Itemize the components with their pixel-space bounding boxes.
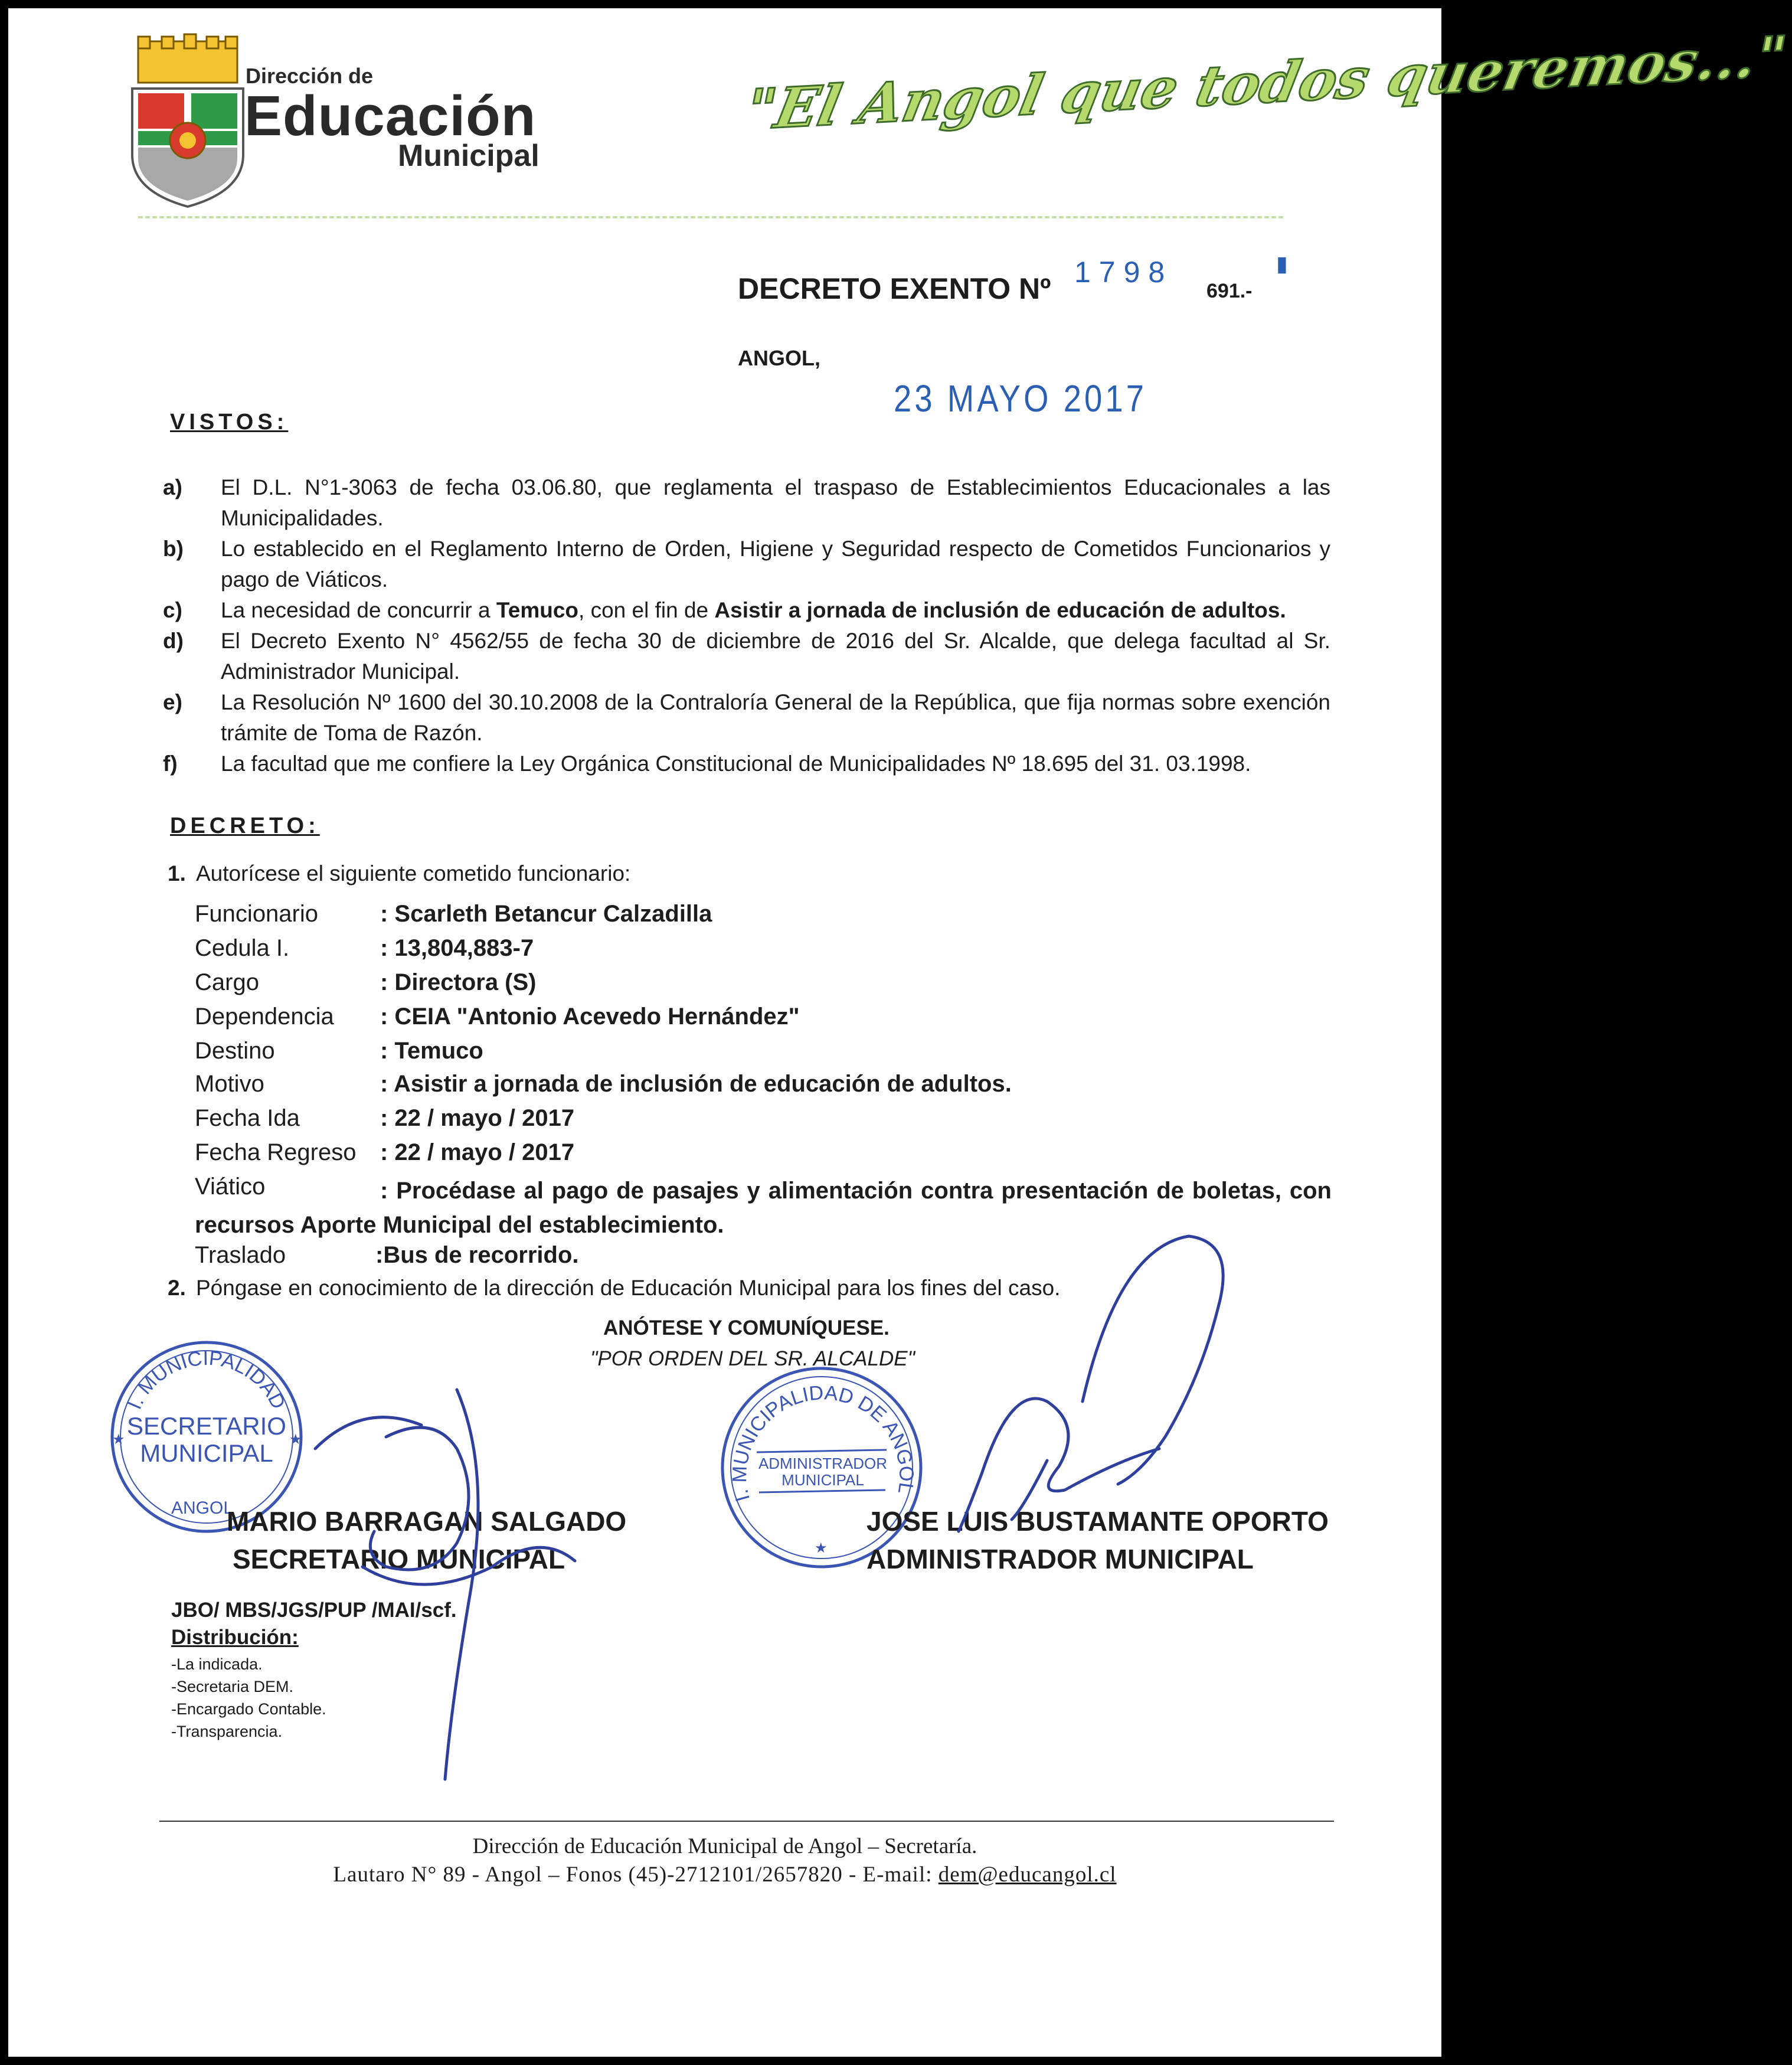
- date-stamp: 23 MAYO 2017: [894, 377, 1147, 420]
- municipal-coat-of-arms-icon: [125, 37, 250, 208]
- item-text: El D.L. N°1-3063 de fecha 03.06.80, que reglamenta el traspaso de Establecimientos Educacionales a las Municipalidades.: [221, 475, 1330, 530]
- slogan: "El Angol que todos queremos...": [740, 24, 1792, 143]
- footer-divider: [159, 1821, 1334, 1822]
- stamp-left-mid1: SECRETARIO: [127, 1412, 286, 1440]
- purpose-emphasis: Asistir a jornada de inclusión de educación de adultos.: [714, 598, 1286, 622]
- stamp-right-mid1: ADMINISTRADOR: [758, 1455, 888, 1472]
- item-label: f): [163, 751, 178, 776]
- field-label-dependencia: Dependencia: [195, 1004, 334, 1030]
- signer-left-name: MARIO BARRAGAN SALGADO: [227, 1506, 627, 1537]
- field-value-fecha-ida: : 22 / mayo / 2017: [380, 1105, 575, 1131]
- item-text-part: , con el fin de: [578, 598, 715, 622]
- destination-emphasis: Temuco: [496, 598, 579, 622]
- field-label-motivo: Motivo: [195, 1071, 264, 1097]
- decreto-item2-text: Póngase en conocimiento de la dirección de Educación Municipal para los fines del caso.: [196, 1276, 1061, 1300]
- field-value-cedula: : 13,804,883-7: [380, 935, 534, 961]
- field-value-fecha-regreso: : 22 / mayo / 2017: [380, 1139, 575, 1165]
- stamp-left-top-text: I. MUNICIPALIDAD: [123, 1347, 290, 1413]
- stamp-left-mid2: MUNICIPAL: [140, 1439, 273, 1467]
- item-text: El Decreto Exento N° 4562/55 de fecha 30 de diciembre de 2016 del Sr. Alcalde, que delega facultad al Sr. Administrador Municipal.: [221, 629, 1330, 684]
- letterhead-divider: [138, 216, 1284, 218]
- distribution-heading: Distribución:: [171, 1626, 299, 1649]
- item-label: b): [163, 537, 184, 561]
- stamp-left-bottom: ANGOL: [171, 1498, 234, 1518]
- field-label-fecha-ida: Fecha Ida: [195, 1105, 300, 1131]
- field-label-destino: Destino: [195, 1038, 275, 1064]
- star-icon: ★: [289, 1431, 302, 1448]
- star-icon: ★: [112, 1431, 125, 1448]
- decreto-heading: DECRETO:: [170, 813, 320, 838]
- decree-number: 1798: [1074, 256, 1173, 289]
- decreto-item2-label: 2.: [168, 1276, 186, 1300]
- field-label-cargo: Cargo: [195, 969, 259, 995]
- stamp-right-mid2: MUNICIPAL: [781, 1471, 864, 1489]
- field-value-cargo: : Directora (S): [380, 969, 537, 995]
- field-value-viatico: : Procédase al pago de pasajes y alimentación contra presentación de boletas, con recursos Aporte Municipal del establecimiento.: [195, 1178, 1332, 1238]
- distribution-item: -Transparencia.: [171, 1723, 283, 1740]
- footer-line2: [8, 1862, 1441, 1887]
- svg-text:I. MUNICIPALIDAD: [123, 1347, 290, 1413]
- left-signature-stroke: [315, 1390, 478, 1779]
- signer-left-title: SECRETARIO MUNICIPAL: [233, 1544, 565, 1574]
- footer-line1: Dirección de Educación Municipal de Angol – Secretaría.: [472, 1834, 977, 1858]
- item-label: c): [163, 598, 182, 622]
- item-text: La Resolución Nº 1600 del 30.10.2008 de la Contraloría General de la República, que fija normas sobre exención trámite de Toma de Razón.: [221, 690, 1330, 745]
- field-value-funcionario: : Scarleth Betancur Calzadilla: [380, 901, 712, 927]
- signer-right-title: ADMINISTRADOR MUNICIPAL: [866, 1544, 1254, 1574]
- item-text: [221, 595, 1330, 626]
- stamp-right-top-text: I. MUNICIPALIDAD DE ANGOL: [728, 1381, 918, 1504]
- field-label-viatico: Viático: [195, 1174, 266, 1200]
- reference-initials: JBO/ MBS/JGS/PUP /MAI/scf.: [171, 1599, 457, 1622]
- item-text-part: La necesidad de concurrir a: [221, 598, 496, 622]
- star-icon: ★: [815, 1540, 828, 1556]
- distribution-item: -Encargado Contable.: [171, 1700, 326, 1718]
- closing-line2: "POR ORDEN DEL SR. ALCALDE": [590, 1347, 915, 1370]
- decreto-item1-text: Autorícese el siguiente cometido funcionario:: [196, 861, 631, 886]
- decree-title: DECRETO EXENTO Nº: [738, 272, 1051, 305]
- field-label-funcionario: Funcionario: [195, 901, 319, 927]
- field-value-destino: : Temuco: [380, 1038, 483, 1064]
- right-signature-loop: [1083, 1236, 1223, 1484]
- vistos-heading: VISTOS:: [170, 410, 289, 434]
- item-text: La facultad que me confiere la Ley Orgánica Constitucional de Municipalidades Nº 18.695 del 31. 03.1998.: [221, 751, 1251, 776]
- decree-city: ANGOL,: [738, 346, 820, 370]
- footer-email-link[interactable]: dem@educangol.cl: [938, 1863, 1117, 1887]
- footer-contact: Lautaro N° 89 - Angol – Fonos (45)-2712101/2657820 - E-mail:: [333, 1863, 933, 1887]
- field-value-motivo: : Asistir a jornada de inclusión de educación de adultos.: [380, 1071, 1012, 1097]
- item-label: a): [163, 475, 182, 499]
- handwritten-signatures: [8, 8, 1441, 2057]
- signer-right-name: JOSE LUIS BUSTAMANTE OPORTO: [866, 1506, 1329, 1537]
- distribution-item: -Secretaria DEM.: [171, 1678, 294, 1695]
- letterhead-line3: Municipal: [398, 139, 539, 173]
- administrador-municipal-stamp: [715, 1361, 928, 1574]
- field-value-dependencia: : CEIA "Antonio Acevedo Hernández": [380, 1004, 800, 1030]
- distribution-item: -La indicada.: [171, 1655, 263, 1673]
- item-label: d): [163, 629, 184, 653]
- decreto-item1-label: 1.: [168, 861, 186, 886]
- closing-line1: ANÓTESE Y COMUNÍQUESE.: [603, 1316, 890, 1339]
- decree-suffix: 691.-: [1206, 280, 1253, 302]
- field-label-fecha-regreso: Fecha Regreso: [195, 1139, 357, 1165]
- letterhead-line1: Dirección de: [246, 64, 374, 88]
- item-label: e): [163, 690, 182, 714]
- field-value-traslado: :Bus de recorrido.: [375, 1242, 579, 1268]
- item-text: Lo establecido en el Reglamento Interno de Orden, Higiene y Seguridad respecto de Cometidos Funcionarios y pago de Viáticos.: [221, 537, 1330, 592]
- field-label-cedula: Cedula I.: [195, 935, 290, 961]
- stamp-mark-icon: ▮: [1276, 251, 1288, 276]
- letterhead-title: Educación: [244, 84, 537, 148]
- document-page: [8, 8, 1792, 2057]
- field-label-traslado: Traslado: [195, 1242, 286, 1268]
